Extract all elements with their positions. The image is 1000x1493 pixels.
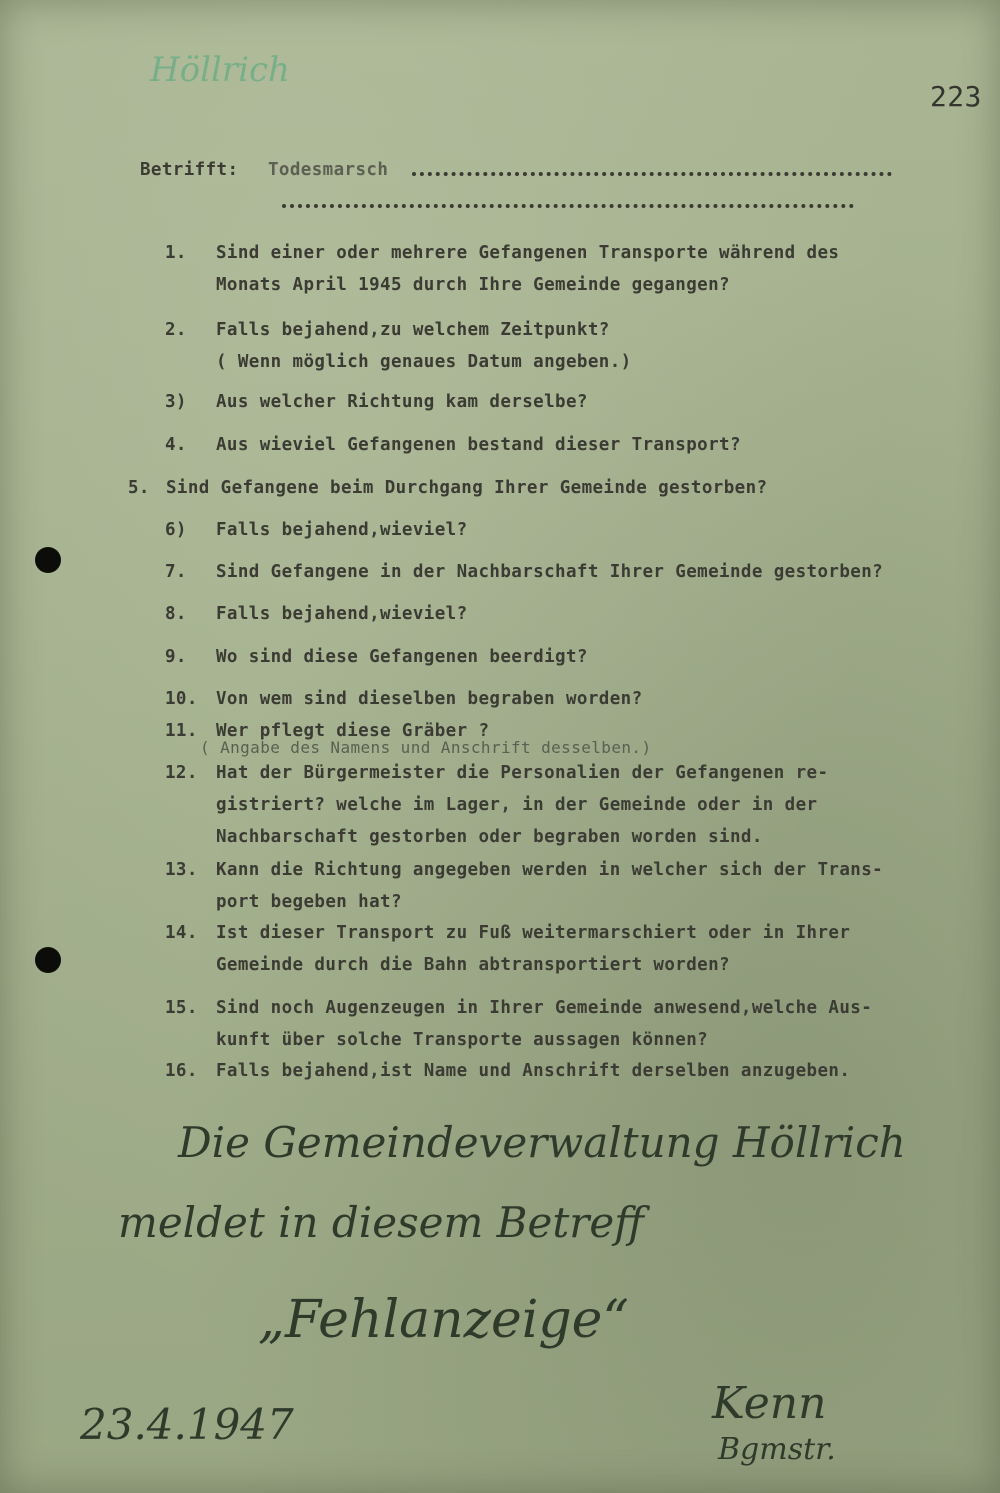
- signature: Kenn: [712, 1378, 827, 1429]
- question-text-line: Wo sind diese Gefangenen beerdigt?: [216, 647, 588, 667]
- subject-value: Todesmarsch: [268, 160, 389, 180]
- question-number: 2.: [165, 320, 187, 340]
- question-text-line: Aus welcher Richtung kam derselbe?: [216, 392, 588, 412]
- question-text-line: Kann die Richtung angegeben werden in welcher sich der Trans-: [216, 860, 884, 880]
- question-text-line: kunft über solche Transporte aussagen können?: [216, 1030, 709, 1050]
- question-text-line: Aus wieviel Gefangenen bestand dieser Transport?: [216, 435, 741, 455]
- question-text-line: Falls bejahend,wieviel?: [216, 604, 468, 624]
- question-number: 7.: [165, 562, 187, 582]
- question-text-line: Sind einer oder mehrere Gefangenen Transporte während des: [216, 243, 840, 263]
- question-number: 14.: [165, 923, 198, 943]
- handwritten-date: 23.4.1947: [80, 1400, 294, 1449]
- question-note: ( Angabe des Namens und Anschrift desselben.): [200, 738, 652, 757]
- question-text-line: Sind Gefangene beim Durchgang Ihrer Gemeinde gestorben?: [166, 478, 768, 498]
- question-text-line: Hat der Bürgermeister die Personalien der Gefangenen re-: [216, 763, 829, 783]
- question-text-line: ( Wenn möglich genaues Datum angeben.): [216, 352, 632, 372]
- question-text-line: Von wem sind dieselben begraben worden?: [216, 689, 643, 709]
- question-number: 6): [165, 520, 187, 540]
- question-number: 4.: [165, 435, 187, 455]
- question-text-line: Sind Gefangene in der Nachbarschaft Ihrer Gemeinde gestorben?: [216, 562, 884, 582]
- question-text-line: gistriert? welche im Lager, in der Gemeinde oder in der: [216, 795, 818, 815]
- handwritten-reply-line-2: meldet in diesem Betreff: [118, 1198, 644, 1247]
- punch-hole-bottom: [35, 947, 61, 973]
- question-text-line: Sind noch Augenzeugen in Ihrer Gemeinde anwesend,welche Aus-: [216, 998, 873, 1018]
- question-text-line: Falls bejahend,ist Name und Anschrift derselben anzugeben.: [216, 1061, 851, 1081]
- handwritten-reply-line-1: Die Gemeindeverwaltung Höllrich: [178, 1118, 906, 1167]
- question-number: 16.: [165, 1061, 198, 1081]
- question-number: 15.: [165, 998, 198, 1018]
- question-number: 10.: [165, 689, 198, 709]
- question-number: 13.: [165, 860, 198, 880]
- question-text-line: Wer pflegt diese Gräber ?: [216, 721, 490, 741]
- question-text-line: Falls bejahend,zu welchem Zeitpunkt?: [216, 320, 610, 340]
- question-number: 3): [165, 392, 187, 412]
- question-text-line: Ist dieser Transport zu Fuß weitermarschiert oder in Ihrer: [216, 923, 851, 943]
- page-number: 223: [930, 80, 982, 113]
- subject-dotted-fill-1: [412, 172, 892, 176]
- question-number: 1.: [165, 243, 187, 263]
- question-text-line: Falls bejahend,wieviel?: [216, 520, 468, 540]
- question-text-line: port begeben hat?: [216, 892, 402, 912]
- punch-hole-top: [35, 547, 61, 573]
- question-text-line: Nachbarschaft gestorben oder begraben worden sind.: [216, 827, 763, 847]
- subject-dotted-fill-2: [282, 204, 854, 208]
- question-number: 12.: [165, 763, 198, 783]
- question-text-line: Gemeinde durch die Bahn abtransportiert worden?: [216, 955, 730, 975]
- handwritten-reply-line-3: „Fehlanzeige“: [258, 1290, 630, 1350]
- subject-label: Betrifft:: [140, 160, 239, 180]
- question-number: 9.: [165, 647, 187, 667]
- question-number: 11.: [165, 721, 198, 741]
- corner-pencil-note: Höllrich: [150, 50, 290, 90]
- question-number: 8.: [165, 604, 187, 624]
- question-text-line: Monats April 1945 durch Ihre Gemeinde gegangen?: [216, 275, 730, 295]
- question-number: 5.: [128, 478, 150, 498]
- signature-title: Bgmstr.: [718, 1432, 836, 1467]
